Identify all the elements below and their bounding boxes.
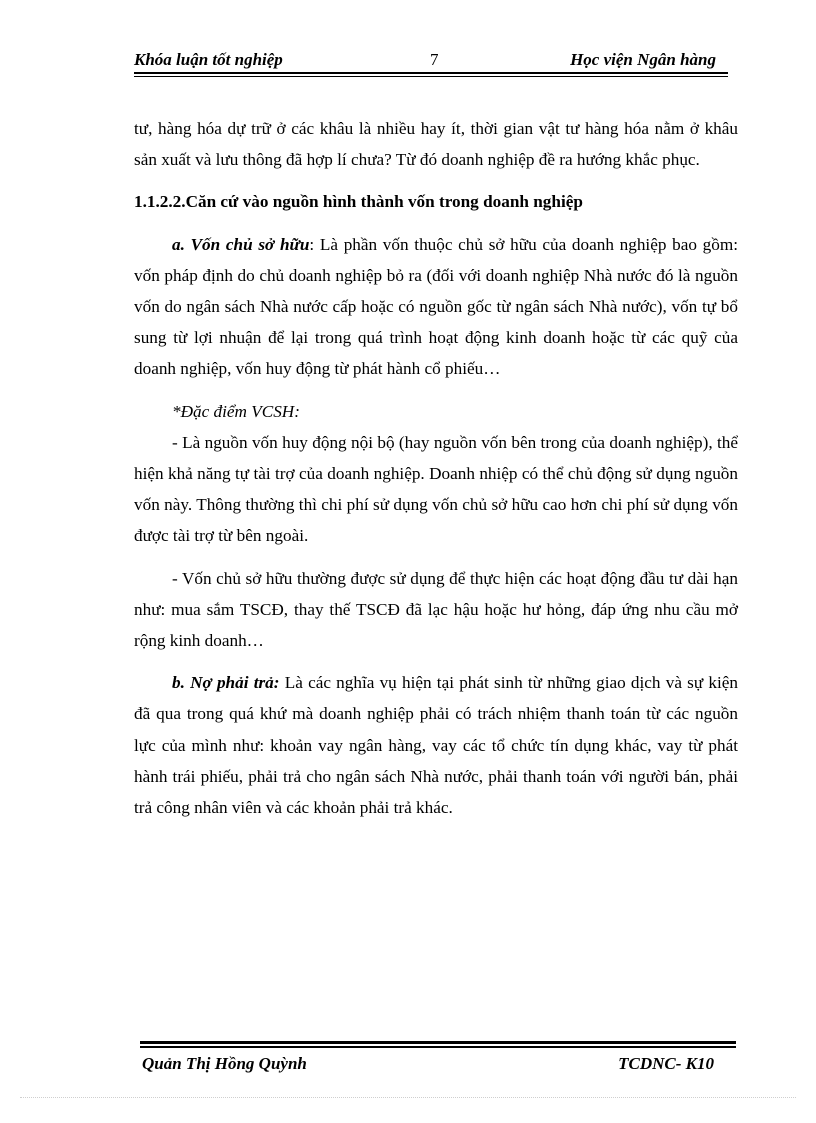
header-rule — [134, 72, 728, 74]
header-rule-thin — [134, 76, 728, 77]
page-number: 7 — [430, 50, 439, 69]
page-footer — [140, 1054, 736, 1078]
page-break-line — [20, 1097, 796, 1098]
header-institution: Học viện Ngân hàng — [570, 50, 716, 69]
bullet-long-term-use: - Vốn chủ sở hữu thường được sử dụng để thực hiện các hoạt động đầu tư dài hạn như: mua sắm TSCĐ, thay thế TSCĐ đã lạc hậu hoặc hư hỏng, đáp ứng nhu cầu mở rộng kinh doanh… — [134, 568, 738, 651]
header-thesis-title: Khóa luận tốt nghiệp — [134, 50, 283, 69]
paragraph-equity — [134, 229, 738, 385]
equity-definition: : Là phần vốn thuộc chủ sở hữu của doanh nghiệp bao gồm: vốn pháp định do chủ doanh nghiệp bỏ ra (đối với doanh nghiệp Nhà nước đó là nguồn vốn do ngân sách Nhà nước cấp hoặc có nguồn gốc từ ngân sách Nhà nước), vốn tự bổ sung từ lợi nhuận để lại trong quá trình hoạt động kinh doanh hoặc từ các quỹ của doanh nghiệp, vốn huy động từ phát hành cổ phiếu… — [134, 234, 738, 379]
liabilities-definition: Là các nghĩa vụ hiện tại phát sinh từ những giao dịch và sự kiện đã qua trong quá khứ mà doanh nghiệp phải có trách nhiệm thanh toán từ các nguồn lực của mình như: khoản vay ngân hàng, vay các tổ chức tín dụng khác, vay từ phát hành trái phiếu, phải trả cho ngân sách Nhà nước, phải thanh toán với người bán, phải trả công nhân viên và các khoản phải trả khác. — [134, 673, 738, 818]
paragraph-continuation: tư, hàng hóa dự trữ ở các khâu là nhiều hay ít, thời gian vật tư hàng hóa nằm ở khâu sản xuất và lưu thông đã hợp lí chưa? Từ đó doanh nghiệp đề ra hướng khắc phục. — [134, 119, 738, 170]
subheading-equity-features: *Đặc điểm VCSH: — [172, 401, 300, 421]
footer-class-code: TCDNC- K10 — [618, 1054, 714, 1073]
term-liabilities: b. Nợ phải trả: — [172, 673, 280, 693]
document-body — [134, 113, 738, 823]
footer-rule — [140, 1041, 736, 1044]
page-header — [134, 48, 728, 72]
paragraph-liabilities — [134, 667, 738, 823]
footer-author: Quản Thị Hồng Quỳnh — [142, 1054, 307, 1073]
bullet-internal-capital: - Là nguồn vốn huy động nội bộ (hay nguồn vốn bên trong của doanh nghiệp), thể hiện khả năng tự tài trợ của doanh nghiệp. Doanh nhiệp có thể chủ động sử dụng nguồn vốn này. Thông thường thì chi phí sử dụng vốn chủ sở hữu cao hơn chi phí sử dụng vốn được tài trợ từ bên ngoài. — [134, 432, 738, 546]
footer-rule-thin — [140, 1046, 736, 1048]
term-equity: a. Vốn chủ sở hữu — [172, 234, 310, 254]
section-heading: 1.1.2.2.Căn cứ vào nguồn hình thành vốn trong doanh nghiệp — [134, 192, 583, 212]
